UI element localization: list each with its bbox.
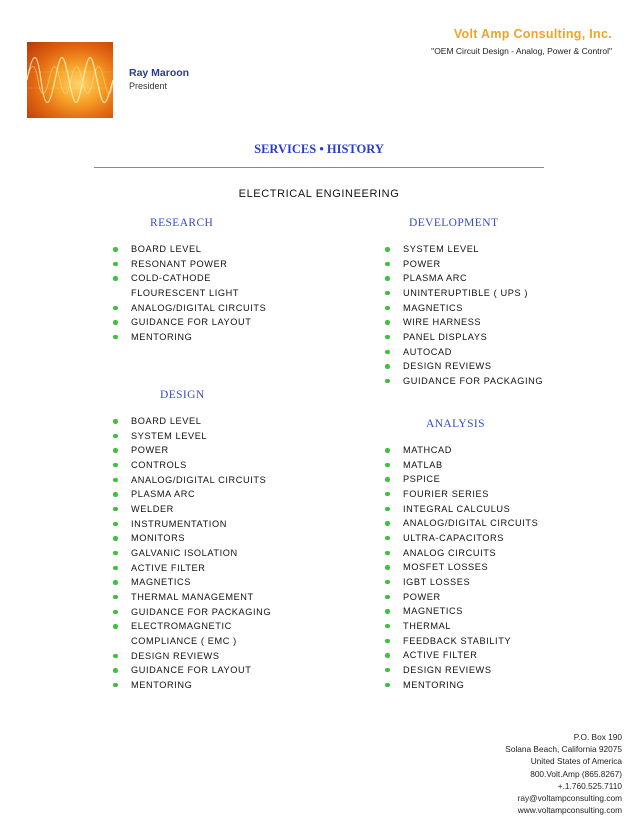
company-logo: [27, 42, 113, 118]
design-title: DESIGN: [160, 389, 205, 401]
development-list-item: [385, 271, 543, 286]
list-item-label: ANALOG/DIGITAL CIRCUITS: [131, 474, 267, 485]
analysis-list-item: [385, 443, 538, 458]
research-title: RESEARCH: [150, 217, 214, 229]
list-item-label: SYSTEM LEVEL: [403, 244, 480, 254]
company-tagline: "OEM Circuit Design - Analog, Power & Control": [431, 46, 612, 56]
list-item-label: MENTORING: [131, 331, 193, 342]
design-list-item: [113, 678, 271, 693]
list-item-label: PLASMA ARC: [403, 273, 468, 284]
design-list-item: [113, 473, 271, 488]
address-line: Solana Beach, California 92075: [505, 744, 622, 755]
development-list: [385, 242, 543, 389]
analysis-list-item: [385, 502, 538, 517]
design-list-item: [113, 429, 271, 444]
list-item-label: SYSTEM LEVEL: [131, 430, 208, 441]
bullet-icon: [113, 419, 118, 424]
bullet-icon: [385, 477, 390, 482]
development-list-item: [385, 345, 543, 360]
address-line: www.voltampconsulting.com: [517, 805, 622, 816]
research-list-item: [113, 257, 266, 272]
list-item-label: THERMAL MANAGEMENT: [131, 591, 254, 602]
design-list: [113, 414, 271, 692]
bullet-icon: [113, 463, 118, 468]
list-item-label: IGBT LOSSES: [403, 576, 471, 587]
bullet-icon: [113, 551, 118, 556]
analysis-list-item: [385, 487, 538, 502]
list-item-label: DESIGN REVIEWS: [403, 361, 492, 372]
design-list-item: [113, 546, 271, 561]
bullet-icon: [385, 609, 390, 614]
bullet-icon: [113, 683, 118, 688]
title-divider: [94, 167, 544, 168]
analysis-list-item: [385, 531, 538, 546]
bullet-icon: [113, 595, 118, 600]
analysis-list-item: [385, 634, 538, 649]
design-list-item: [113, 487, 271, 502]
analysis-list-item: [385, 648, 538, 663]
research-list-item: [113, 315, 266, 330]
list-item-label: FOURIER SERIES: [403, 488, 489, 499]
bullet-icon: [385, 463, 390, 468]
development-list-item: [385, 286, 543, 301]
design-list-item: [113, 605, 271, 620]
bullet-icon: [113, 434, 118, 439]
address-line: +.1.760.525.7110: [557, 780, 622, 791]
design-list-item: [113, 458, 271, 473]
design-list-item: [113, 443, 271, 458]
list-item-label: WELDER: [131, 503, 174, 514]
list-item-label: PSPICE: [403, 474, 441, 485]
research-list: [113, 242, 266, 345]
list-item-label: GUIDANCE FOR LAYOUT: [131, 317, 252, 328]
list-item-label: MENTORING: [403, 679, 465, 690]
research-list-item: [113, 301, 266, 316]
list-item-label: DESIGN REVIEWS: [131, 650, 220, 661]
bullet-icon: [385, 536, 390, 541]
development-list-item: [385, 257, 543, 272]
list-item-label: FLOURESCENT LIGHT: [131, 287, 240, 298]
bullet-icon: [113, 610, 118, 615]
bullet-icon: [113, 306, 118, 311]
bullet-icon: [385, 350, 390, 355]
list-item-label: ANALOG/DIGITAL CIRCUITS: [403, 518, 539, 529]
address-line: P.O. Box 190: [573, 732, 622, 742]
bullet-icon: [113, 320, 118, 325]
research-list-item: [113, 330, 266, 345]
bullet-icon: [385, 653, 390, 658]
bullet-icon: [385, 320, 390, 325]
list-item-label: ACTIVE FILTER: [131, 562, 206, 573]
bullet-icon: [113, 522, 118, 527]
address-line: United States of America: [530, 756, 622, 767]
list-item-label: MAGNETICS: [403, 302, 464, 313]
bullet-icon: [385, 565, 390, 570]
list-item-label: BOARD LEVEL: [131, 244, 202, 254]
list-item-label: GUIDANCE FOR PACKAGING: [403, 375, 544, 386]
research-list-item: [113, 271, 266, 286]
analysis-list-item: [385, 516, 538, 531]
design-list-item: [113, 561, 271, 576]
bullet-icon: [385, 639, 390, 644]
list-item-label: RESONANT POWER: [131, 258, 228, 269]
bullet-icon: [113, 668, 118, 673]
list-item-label: AUTOCAD: [403, 346, 452, 357]
list-item-label: GUIDANCE FOR PACKAGING: [131, 606, 272, 617]
research-list-item: [113, 286, 266, 301]
list-item-label: PANEL DISPLAYS: [403, 331, 488, 342]
bullet-icon: [385, 668, 390, 673]
bullet-icon: [385, 595, 390, 600]
contact-address: [505, 731, 622, 816]
person-name: Ray Maroon: [129, 67, 190, 79]
list-item-label: DESIGN REVIEWS: [403, 664, 492, 675]
analysis-list-item: [385, 546, 538, 561]
list-item-label: UNINTERUPTIBLE ( UPS ): [403, 287, 528, 298]
bullet-icon: [385, 247, 390, 252]
development-title: DEVELOPMENT: [409, 217, 499, 229]
analysis-list-item: [385, 472, 538, 487]
bullet-icon: [385, 291, 390, 296]
bullet-icon: [113, 536, 118, 541]
analysis-list-item: [385, 663, 538, 678]
list-item-label: POWER: [131, 445, 169, 456]
design-list-item: [113, 575, 271, 590]
list-item-label: MAGNETICS: [403, 606, 464, 617]
development-list-item: [385, 242, 543, 257]
address-line: 800.Volt.Amp (865.8267): [530, 768, 622, 779]
bullet-icon: [385, 580, 390, 585]
bullet-icon: [113, 580, 118, 585]
list-item-label: PLASMA ARC: [131, 489, 196, 500]
bullet-icon: [113, 448, 118, 453]
list-item-label: POWER: [403, 591, 441, 602]
bullet-icon: [385, 306, 390, 311]
design-list-item: [113, 502, 271, 517]
analysis-title: ANALYSIS: [426, 418, 485, 430]
bullet-icon: [113, 654, 118, 659]
analysis-list-item: [385, 458, 538, 473]
analysis-list-item: [385, 590, 538, 605]
list-item-label: MATHCAD: [403, 445, 452, 455]
bullet-icon: [113, 566, 118, 571]
list-item-label: MAGNETICS: [131, 577, 192, 588]
list-item-label: MENTORING: [131, 679, 193, 690]
bullet-icon: [113, 247, 118, 252]
list-item-label: COMPLIANCE ( EMC ): [131, 635, 237, 646]
bullet-icon: [113, 507, 118, 512]
design-list-item: [113, 663, 271, 678]
list-item-label: INTEGRAL CALCULUS: [403, 503, 511, 514]
waveform-graphic: [27, 42, 113, 118]
person-role: President: [129, 81, 168, 91]
development-list-item: [385, 374, 543, 389]
bullet-icon: [385, 492, 390, 497]
bullet-icon: [385, 521, 390, 526]
bullet-icon: [385, 448, 390, 453]
bullet-icon: [113, 624, 118, 629]
analysis-list-item: [385, 560, 538, 575]
list-item-label: GUIDANCE FOR LAYOUT: [131, 665, 252, 676]
list-item-label: MATLAB: [403, 459, 443, 470]
list-item-label: FEEDBACK STABILITY: [403, 635, 512, 646]
list-item-label: ANALOG CIRCUITS: [403, 547, 497, 558]
list-item-label: THERMAL: [403, 620, 452, 631]
development-list-item: [385, 301, 543, 316]
development-list-item: [385, 315, 543, 330]
bullet-icon: [113, 262, 118, 267]
list-item-label: BOARD LEVEL: [131, 416, 202, 426]
design-list-item: [113, 619, 271, 634]
list-item-label: POWER: [403, 258, 441, 269]
address-line: ray@voltampconsulting.com: [517, 793, 622, 804]
analysis-list-item: [385, 678, 538, 693]
bullet-icon: [385, 335, 390, 340]
list-item-label: WIRE HARNESS: [403, 317, 482, 328]
development-list-item: [385, 330, 543, 345]
design-list-item: [113, 517, 271, 532]
bullet-icon: [385, 364, 390, 369]
list-item-label: CONTROLS: [131, 459, 187, 470]
bullet-icon: [385, 683, 390, 688]
list-item-label: MONITORS: [131, 533, 186, 544]
bullet-icon: [385, 507, 390, 512]
bullet-icon: [385, 276, 390, 281]
list-item-label: COLD-CATHODE: [131, 273, 212, 284]
analysis-list: [385, 443, 538, 692]
bullet-icon: [385, 551, 390, 556]
design-list-item: [113, 649, 271, 664]
page-title: SERVICES • HISTORY: [254, 142, 384, 156]
design-list-item: [113, 531, 271, 546]
subject-heading: ELECTRICAL ENGINEERING: [238, 188, 400, 200]
research-list-item: [113, 242, 266, 257]
list-item-label: ACTIVE FILTER: [403, 650, 478, 661]
list-item-label: ANALOG/DIGITAL CIRCUITS: [131, 302, 267, 313]
list-item-label: ELECTROMAGNETIC: [131, 621, 232, 632]
bullet-icon: [113, 335, 118, 340]
company-name: Volt Amp Consulting, Inc.: [453, 27, 612, 41]
bullet-icon: [113, 276, 118, 281]
bullet-icon: [385, 379, 390, 384]
design-list-item: [113, 414, 271, 429]
list-item-label: INSTRUMENTATION: [131, 518, 227, 529]
analysis-list-item: [385, 619, 538, 634]
analysis-list-item: [385, 604, 538, 619]
design-list-item: [113, 634, 271, 649]
list-item-label: GALVANIC ISOLATION: [131, 547, 238, 558]
analysis-list-item: [385, 575, 538, 590]
development-list-item: [385, 359, 543, 374]
list-item-label: ULTRA-CAPACITORS: [403, 532, 504, 543]
bullet-icon: [385, 262, 390, 267]
list-item-label: MOSFET LOSSES: [403, 562, 489, 573]
bullet-icon: [113, 492, 118, 497]
bullet-icon: [385, 624, 390, 629]
design-list-item: [113, 590, 271, 605]
bullet-icon: [113, 478, 118, 483]
